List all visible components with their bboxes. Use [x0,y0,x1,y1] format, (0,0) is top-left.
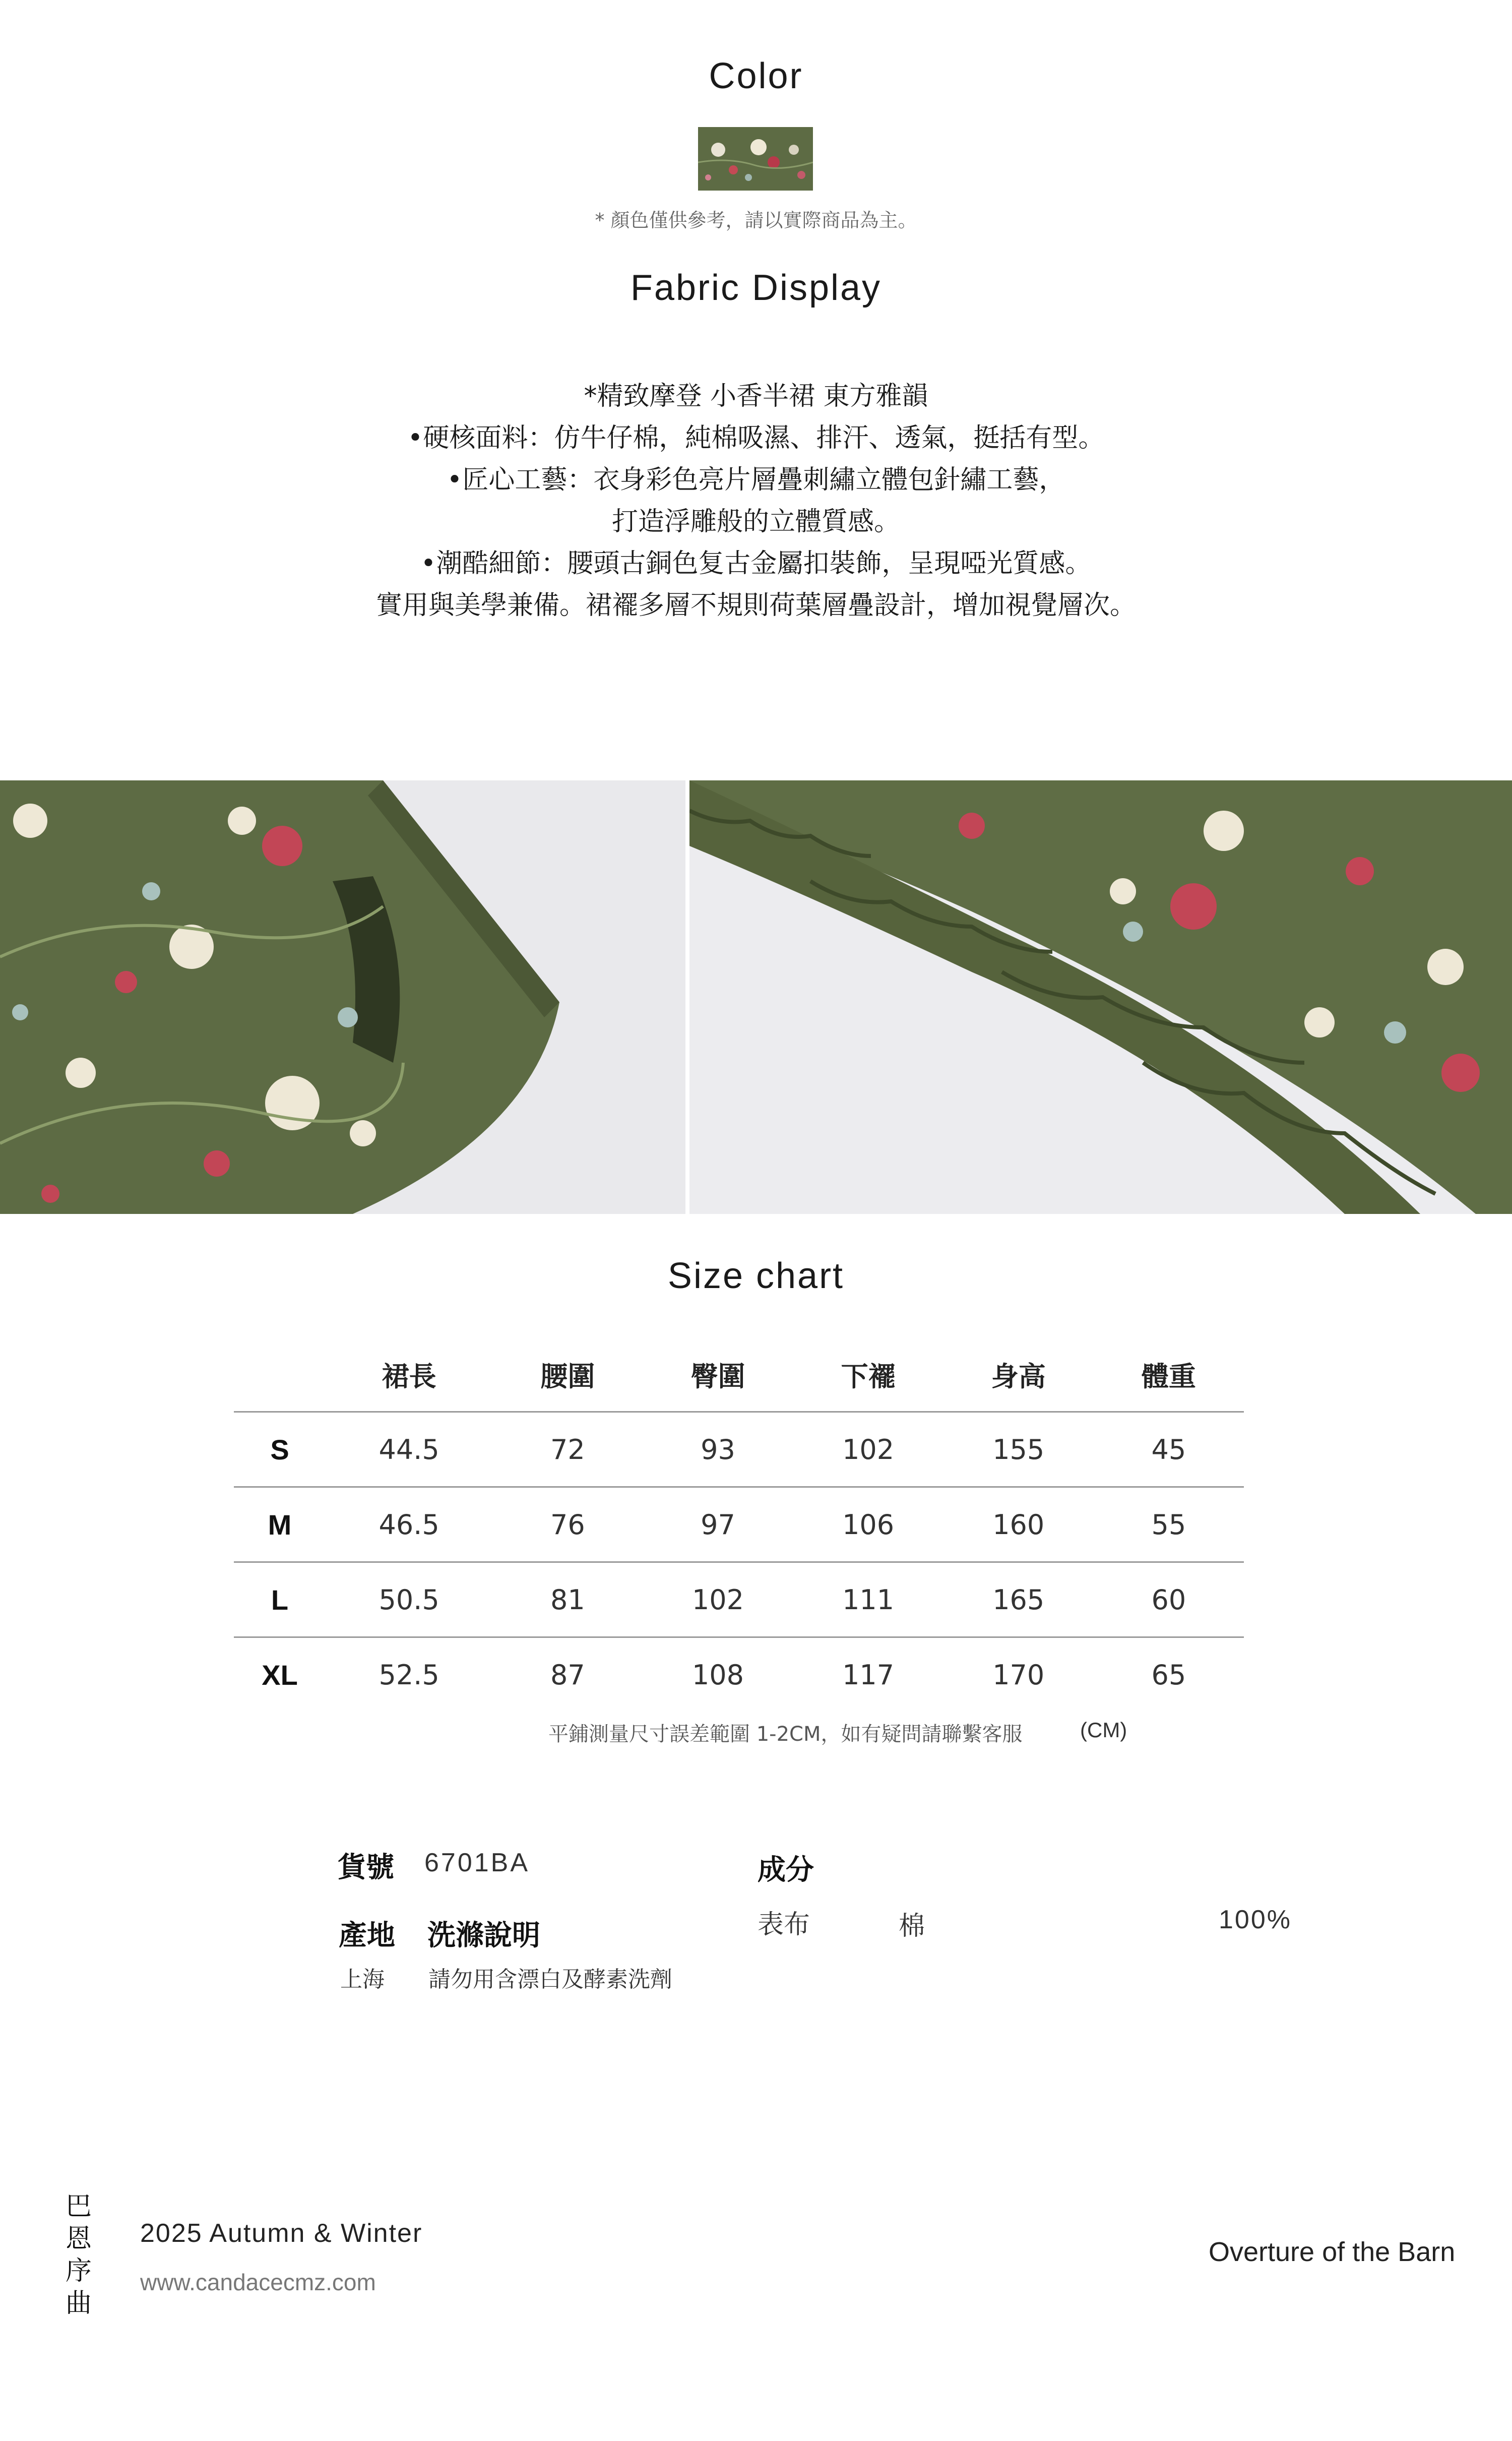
table-cell: 72 [492,1412,643,1487]
size-chart-table [234,1341,1244,1712]
table-cell: 155 [943,1412,1094,1487]
item-no-label: 貨號 [338,1851,394,1884]
size-chart-unit: (CM) [1080,1718,1127,1742]
fabric-description [0,376,1512,627]
header-length: 裙長 [382,1361,436,1392]
fabric-line: *精致摩登 小香半裙 東方雅韻 [584,381,928,411]
composition-material: 棉 [899,1911,925,1941]
table-row [234,1562,1244,1637]
size-chart-title: Size chart [667,1256,845,1296]
season-label: 2025 Autumn & Winter [140,2219,423,2248]
table-cell: 102 [793,1412,943,1487]
table-cell: 111 [793,1562,943,1637]
table-cell: 46.5 [326,1487,492,1562]
table-cell: 93 [643,1412,793,1487]
brand-vertical-logo [64,2190,94,2320]
size-label: XL [234,1637,326,1712]
fabric-line: 打造浮雕般的立體質感。 [611,507,900,537]
origin-label: 產地 [339,1919,395,1952]
item-no-value: 6701BA [424,1848,530,1877]
size-label: M [234,1487,326,1562]
table-cell: 97 [643,1487,793,1562]
fabric-swatch-image [698,127,813,191]
composition-label: 成分 [758,1854,814,1886]
size-label: L [234,1562,326,1637]
color-disclaimer: * 顏色僅供參考，請以實際商品為主。 [595,209,917,231]
header-height: 身高 [991,1361,1046,1392]
color-swatch[interactable] [698,127,813,191]
size-chart-header-row [234,1341,1244,1412]
fabric-photo-pocket [0,780,685,1214]
table-cell: 65 [1094,1637,1244,1712]
website-link[interactable]: www.candacecmz.com [140,2269,376,2295]
header-waist: 腰圍 [540,1361,595,1392]
fabric-line: •硬核面料：仿牛仔棉，純棉吸濕、排汗、透氣，挺括有型。 [407,423,1105,453]
wash-value: 請勿用含漂白及酵素洗劑 [428,1967,672,1992]
table-row [234,1412,1244,1487]
header-hip: 臀圍 [690,1361,745,1392]
fabric-line: •潮酷細節：腰頭古銅色复古金屬扣裝飾，呈現啞光質感。 [420,548,1092,579]
wash-label: 洗滌說明 [427,1919,540,1952]
composition-part: 表布 [758,1910,810,1940]
table-cell: 108 [643,1637,793,1712]
table-cell: 160 [943,1487,1094,1562]
table-cell: 52.5 [326,1637,492,1712]
table-cell: 76 [492,1487,643,1562]
table-cell: 165 [943,1562,1094,1637]
size-chart-note: 平鋪測量尺寸誤差範圍 1-2CM，如有疑問請聯繫客服 [548,1723,1023,1746]
table-row [234,1637,1244,1712]
fabric-title: Fabric Display [630,268,882,308]
brand-char: 恩 [65,2224,92,2254]
brand-char: 巴 [65,2191,92,2222]
composition-percent: 100% [1219,1905,1292,1934]
brand-char: 序 [65,2256,92,2286]
table-cell: 87 [492,1637,643,1712]
size-label: S [234,1412,326,1487]
color-title: Color [709,56,803,96]
fabric-photo-ruffle [689,780,1512,1214]
table-cell: 50.5 [326,1562,492,1637]
table-row [234,1487,1244,1562]
size-column-header [234,1341,326,1412]
table-cell: 45 [1094,1412,1244,1487]
table-cell: 55 [1094,1487,1244,1562]
fabric-line: 實用與美學兼備。裙襬多層不規則荷葉層疊設計，增加視覺層次。 [375,590,1136,621]
table-cell: 60 [1094,1562,1244,1637]
brand-char: 曲 [65,2288,92,2318]
header-hem: 下襬 [841,1361,896,1392]
table-cell: 106 [793,1487,943,1562]
table-cell: 81 [492,1562,643,1637]
fabric-line: •匠心工藝：衣身彩色亮片層疊刺繡立體包針繡工藝， [447,465,1065,495]
collection-name: Overture of the Barn [1209,2237,1456,2267]
table-cell: 170 [943,1637,1094,1712]
table-cell: 44.5 [326,1412,492,1487]
header-weight: 體重 [1141,1361,1196,1392]
origin-value: 上海 [340,1967,385,1992]
table-cell: 117 [793,1637,943,1712]
table-cell: 102 [643,1562,793,1637]
